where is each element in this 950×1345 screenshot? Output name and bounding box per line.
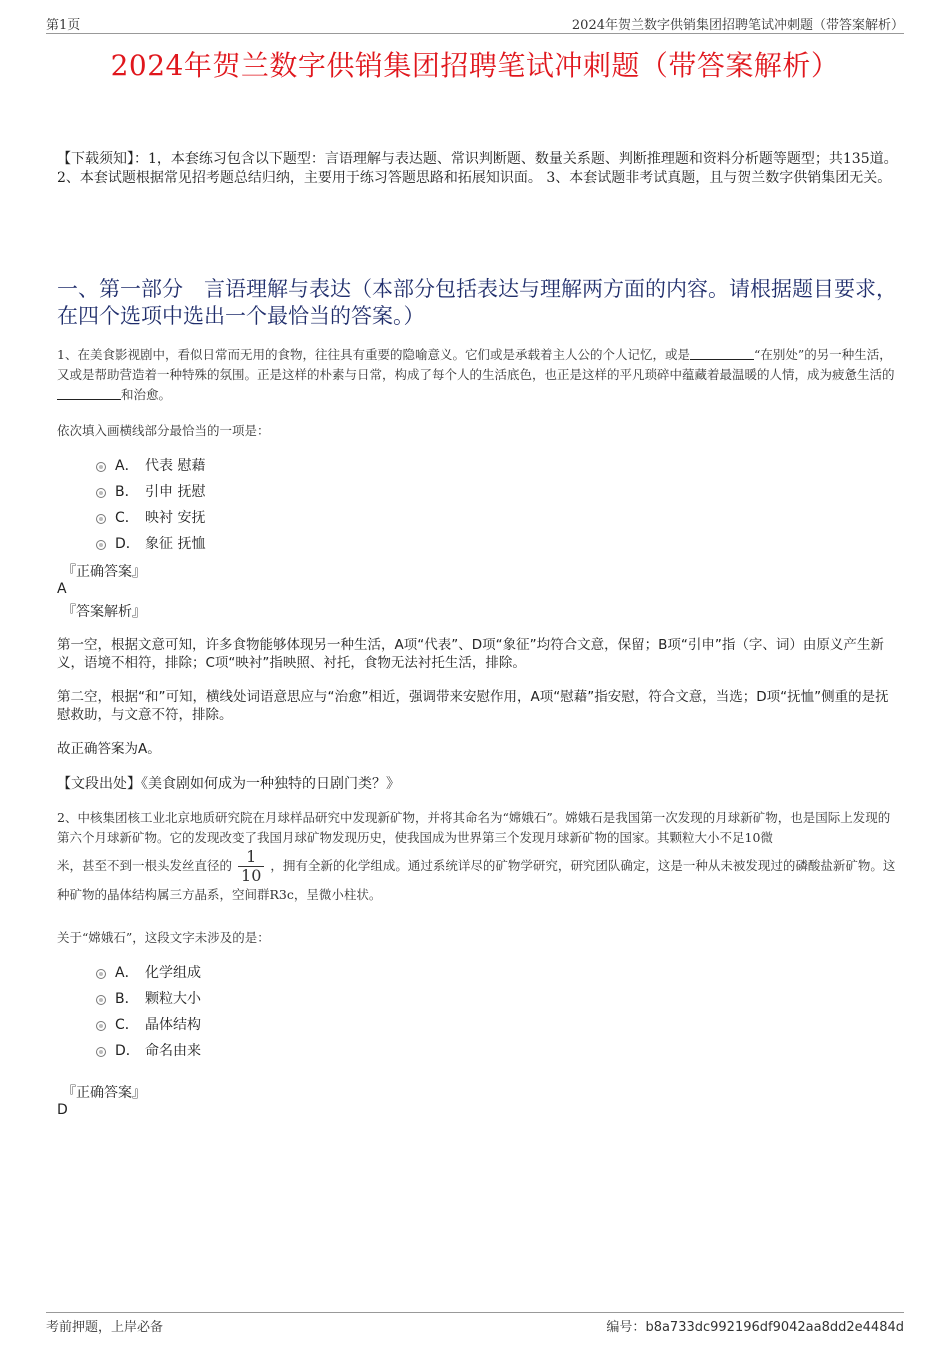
document-title: 2024年贺兰数字供销集团招聘笔试冲刺题（带答案解析） (110, 49, 840, 82)
radio-icon[interactable] (96, 514, 106, 524)
q2-answer-label: 『正确答案』 (62, 1085, 146, 1101)
radio-icon[interactable] (96, 1021, 106, 1031)
radio-icon[interactable] (96, 1047, 106, 1057)
radio-icon[interactable] (96, 540, 106, 550)
footer-slogan: 考前押题，上岸必备 (46, 1320, 164, 1335)
radio-icon[interactable] (96, 969, 106, 979)
q1-stem-part-c: 和治愈。 (121, 387, 172, 402)
fraction: $\frac{1}{10}$ (238, 848, 264, 885)
q1-stem-part-a: 1、在美食影视剧中，看似日常而无用的食物，往往具有重要的隐喻意义。它们或是承载着主人公的个人记忆，或是 (57, 347, 690, 362)
page-number: 第1页 (46, 18, 81, 33)
header-divider (46, 33, 904, 34)
q1-source: 【文段出处】《美食剧如何成为一种独特的日剧门类？》 (57, 776, 400, 792)
q2-stem-part-b: 米，甚至不到一根头发丝直径的 (57, 858, 233, 873)
q1-stem (57, 345, 899, 405)
q2-answer: D (57, 1102, 68, 1118)
q1-analysis-2: 第二空，根据“和”可知，横线处词语意思应与“治愈”相近，强调带来安慰作用，A项“慰藉”指安慰，符合文意，当选；D项“抚恤”侧重的是抚慰救助，与文意不符，排除。 (57, 689, 889, 723)
q1-answer: A (57, 581, 67, 597)
q1-stem-part-b: “在别处”的另一种生活，又或是帮助营造着一种特殊的氛围。正是这样的朴素与日常，构成了每个人的生活底色，也正是这样的平凡琐碎中蕴藏着最温暖的人情，成为疲惫生活的 (57, 347, 895, 382)
footer-code (606, 1316, 904, 1335)
q2-stem-part-c: ，拥有全新的化学组成。通过系统详尽的矿物学研究，研究团队确定，这是一种从未被发现过的磷酸盐新矿物。这种矿物的晶体结构属三方晶系，空间群R3c，呈微小柱状。 (57, 858, 896, 902)
q1-answer-label: 『正确答案』 (62, 564, 146, 580)
q1-blank-2 (57, 387, 121, 400)
section-heading: 一、第一部分 言语理解与表达（本部分包括表达与理解两方面的内容。请根据题目要求，在四个选项中选出一个最恰当的答案。） (57, 277, 897, 328)
q1-analysis-1: 第一空，根据文意可知，许多食物能够体现另一种生活，A项“代表”、D项“象征”均符合文意，保留；B项“引申”指（字、词）由原义产生新义，语境不相符，排除；C项“映衬”指映照、衬托，食物无法衬托生活，排除。 (57, 637, 884, 671)
radio-icon[interactable] (96, 995, 106, 1005)
q2-prompt: 关于“嫦娥石”，这段文字未涉及的是： (57, 930, 270, 945)
footer-code-label: 编号： (606, 1320, 646, 1335)
q2-stem-b (57, 848, 899, 905)
page-footer (46, 1316, 904, 1334)
header-doc-title: 2024年贺兰数字供销集团招聘笔试冲刺题（带答案解析） (571, 18, 904, 33)
download-notice: 【下载须知】：1，本套练习包含以下题型：言语理解与表达题、常识判断题、数量关系题、判断推理题和资料分析题等题型；共135道。 2、本套试题根据常见招考题总结归纳，主要用于练习答题思路和拓展知识面。 3、本套试题非考试真题，且与贺兰数字供销集团无关。 (57, 151, 898, 186)
q1-blank-1 (690, 347, 754, 360)
footer-divider (46, 1312, 904, 1313)
q1-prompt: 依次填入画横线部分最恰当的一项是： (57, 423, 270, 438)
radio-icon[interactable] (96, 462, 106, 472)
q2-stem-a: 2、中核集团核工业北京地质研究院在月球样品研究中发现新矿物，并将其命名为“嫦娥石”。嫦娥石是我国第一次发现的月球新矿物，也是国际上发现的第六个月球新矿物。它的发现改变了我国月球矿物发现历史，使我国成为世界第三个发现月球新矿物的国家。其颗粒大小不足10微 (57, 810, 891, 845)
q1-analysis-3: 故正确答案为A。 (57, 741, 161, 757)
footer-code-value: b8a733dc992196df9042aa8dd2e4484d (645, 1320, 904, 1335)
radio-icon[interactable] (96, 488, 106, 498)
page-header (46, 14, 904, 34)
q1-analysis-label: 『答案解析』 (62, 604, 146, 620)
